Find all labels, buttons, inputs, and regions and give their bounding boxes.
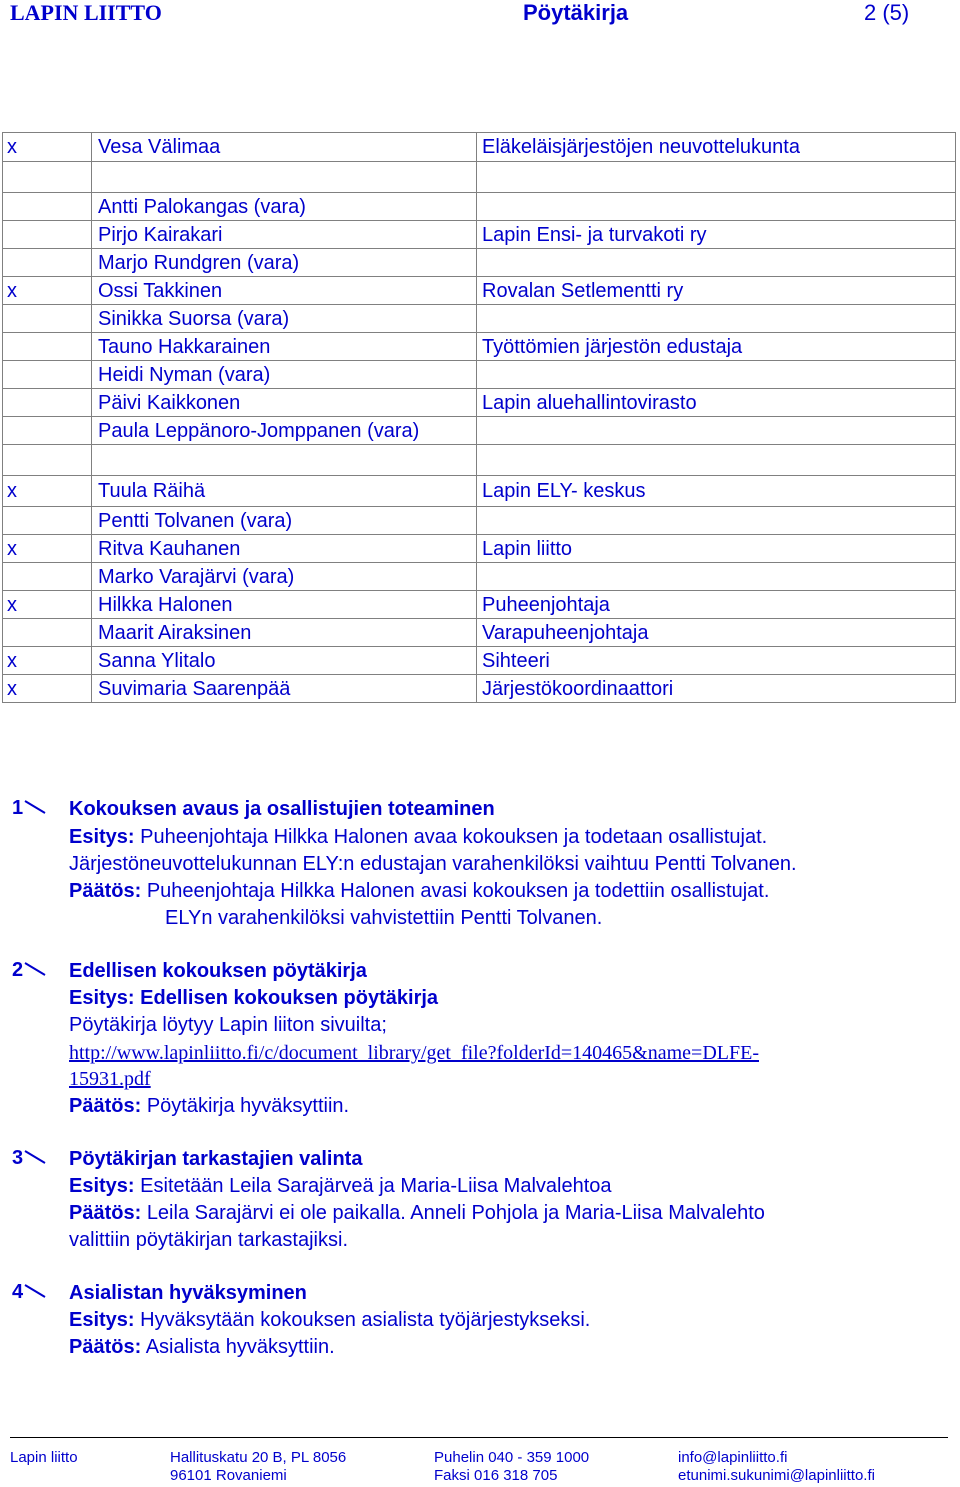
attendee-organization: Eläkeläisjärjestöjen neuvottelukunta xyxy=(477,133,956,162)
attendee-name: Sanna Ylitalo xyxy=(92,647,477,675)
attendee-present-mark xyxy=(3,221,92,249)
attendee-present-mark: x xyxy=(3,277,92,305)
attendee-row xyxy=(3,619,956,647)
attendee-organization xyxy=(477,507,956,535)
attendee-row xyxy=(3,333,956,361)
attendee-organization xyxy=(477,563,956,591)
footer-email-personal: etunimi.sukunimi@lapinliitto.fi xyxy=(678,1467,875,1484)
section-1-number: 1 xyxy=(12,797,51,820)
attendee-organization xyxy=(477,361,956,389)
attendee-organization: Rovalan Setlementti ry xyxy=(477,277,956,305)
section-marker-icon xyxy=(23,959,51,982)
section-3-paatos: Päätös: Leila Sarajärvi ei ole paikalla. Anneli Pohjola ja Maria-Liisa Malvalehto xyxy=(69,1202,765,1224)
section-marker-icon xyxy=(23,1147,51,1170)
attendee-row xyxy=(3,476,956,507)
attendee-name: Ossi Takkinen xyxy=(92,277,477,305)
header-title: Pöytäkirja xyxy=(523,0,629,25)
attendee-name: Suvimaria Saarenpää xyxy=(92,675,477,703)
footer-address-city: 96101 Rovaniemi xyxy=(170,1467,287,1484)
attendee-name: Marjo Rundgren (vara) xyxy=(92,249,477,277)
attendee-name: Heidi Nyman (vara) xyxy=(92,361,477,389)
attendee-organization xyxy=(477,445,956,476)
attendee-name: Tuula Räihä xyxy=(92,476,477,507)
attendee-present-mark: x xyxy=(3,535,92,563)
attendee-present-mark xyxy=(3,563,92,591)
attendee-present-mark xyxy=(3,417,92,445)
attendee-row xyxy=(3,417,956,445)
attendee-organization: Lapin aluehallintovirasto xyxy=(477,389,956,417)
section-3-paatos-cont: valittiin pöytäkirjan tarkastajiksi. xyxy=(69,1229,348,1251)
attendee-row xyxy=(3,162,956,193)
attendee-present-mark xyxy=(3,445,92,476)
attendee-row xyxy=(3,305,956,333)
attendee-organization: Lapin liitto xyxy=(477,535,956,563)
attendee-organization: Lapin ELY- keskus xyxy=(477,476,956,507)
section-4-title: Asialistan hyväksyminen xyxy=(69,1282,307,1304)
footer-email-info[interactable]: info@lapinliitto.fi xyxy=(678,1449,788,1466)
footer-fax: Faksi 016 318 705 xyxy=(434,1467,558,1484)
attendee-organization xyxy=(477,193,956,221)
attendee-name xyxy=(92,445,477,476)
attendee-table xyxy=(2,132,956,703)
attendee-name: Maarit Airaksinen xyxy=(92,619,477,647)
attendee-name: Tauno Hakkarainen xyxy=(92,333,477,361)
attendee-row xyxy=(3,249,956,277)
section-marker-icon xyxy=(23,797,51,820)
attendee-organization xyxy=(477,162,956,193)
attendee-row xyxy=(3,389,956,417)
section-2-number: 2 xyxy=(12,959,51,982)
section-1-paatos: Päätös: Puheenjohtaja Hilkka Halonen avasi kokouksen ja todettiin osallistujat. xyxy=(69,880,770,902)
section-4-paatos: Päätös: Asialista hyväksyttiin. xyxy=(69,1336,335,1358)
attendee-organization: Varapuheenjohtaja xyxy=(477,619,956,647)
section-2-paatos: Päätös: Pöytäkirja hyväksyttiin. xyxy=(69,1095,350,1117)
footer-divider xyxy=(10,1437,948,1438)
attendee-row xyxy=(3,193,956,221)
section-4-number: 4 xyxy=(12,1281,51,1304)
attendee-present-mark: x xyxy=(3,476,92,507)
attendee-name: Hilkka Halonen xyxy=(92,591,477,619)
section-3-number: 3 xyxy=(12,1147,51,1170)
attendee-name: Ritva Kauhanen xyxy=(92,535,477,563)
attendee-name: Sinikka Suorsa (vara) xyxy=(92,305,477,333)
attendee-organization: Sihteeri xyxy=(477,647,956,675)
attendee-row xyxy=(3,563,956,591)
section-1-title: Kokouksen avaus ja osallistujien toteaminen xyxy=(69,798,495,820)
attendee-present-mark xyxy=(3,249,92,277)
attendee-name: Vesa Välimaa xyxy=(92,133,477,162)
attendee-present-mark xyxy=(3,619,92,647)
attendee-row xyxy=(3,133,956,162)
attendee-present-mark xyxy=(3,162,92,193)
attendee-name: Pirjo Kairakari xyxy=(92,221,477,249)
attendee-name xyxy=(92,162,477,193)
attendee-row xyxy=(3,591,956,619)
attendee-organization xyxy=(477,417,956,445)
attendee-row xyxy=(3,221,956,249)
section-1-paatos-cont: ELYn varahenkilöksi vahvistettiin Pentti Tolvanen. xyxy=(165,907,603,929)
attendee-name: Marko Varajärvi (vara) xyxy=(92,563,477,591)
attendee-present-mark: x xyxy=(3,675,92,703)
attendee-row xyxy=(3,507,956,535)
attendee-organization: Työttömien järjestön edustaja xyxy=(477,333,956,361)
attendee-row xyxy=(3,535,956,563)
attendee-organization: Lapin Ensi- ja turvakoti ry xyxy=(477,221,956,249)
attendee-present-mark xyxy=(3,361,92,389)
section-4-esitys: Esitys: Hyväksytään kokouksen asialista työjärjestykseksi. xyxy=(69,1309,591,1331)
attendee-row xyxy=(3,675,956,703)
section-1-esitys-cont: Järjestöneuvottelukunnan ELY:n edustajan varahenkilöksi vaihtuu Pentti Tolvanen. xyxy=(69,853,797,875)
attendee-organization: Puheenjohtaja xyxy=(477,591,956,619)
attendee-present-mark xyxy=(3,507,92,535)
attendee-name: Päivi Kaikkonen xyxy=(92,389,477,417)
attendee-present-mark: x xyxy=(3,133,92,162)
attendee-row xyxy=(3,361,956,389)
attendee-present-mark: x xyxy=(3,591,92,619)
section-3-esitys: Esitys: Esitetään Leila Sarajärveä ja Maria-Liisa Malvalehtoa xyxy=(69,1175,612,1197)
attendee-row xyxy=(3,277,956,305)
minutes-link-cont[interactable]: 15931.pdf xyxy=(69,1068,151,1090)
header-org: LAPIN LIITTO xyxy=(10,0,162,25)
attendee-present-mark xyxy=(3,305,92,333)
attendee-organization xyxy=(477,249,956,277)
attendee-row xyxy=(3,445,956,476)
section-marker-icon xyxy=(23,1281,51,1304)
footer-address-street: Hallituskatu 20 B, PL 8056 xyxy=(170,1449,347,1466)
attendee-name: Paula Leppänoro-Jomppanen (vara) xyxy=(92,417,477,445)
attendee-present-mark: x xyxy=(3,647,92,675)
footer-org: Lapin liitto xyxy=(10,1449,78,1466)
section-3-title: Pöytäkirjan tarkastajien valinta xyxy=(69,1148,363,1170)
footer-phone: Puhelin 040 - 359 1000 xyxy=(434,1449,590,1466)
section-2-title: Edellisen kokouksen pöytäkirja xyxy=(69,960,367,982)
attendee-present-mark xyxy=(3,389,92,417)
attendee-row xyxy=(3,647,956,675)
section-2-esitys: Esitys: Edellisen kokouksen pöytäkirja xyxy=(69,987,439,1009)
attendee-name: Pentti Tolvanen (vara) xyxy=(92,507,477,535)
header-page-number: 2 (5) xyxy=(864,0,910,25)
page-header xyxy=(0,0,960,26)
attendee-name: Antti Palokangas (vara) xyxy=(92,193,477,221)
section-2-text: Pöytäkirja löytyy Lapin liiton sivuilta; xyxy=(69,1014,387,1036)
attendee-organization: Järjestökoordinaattori xyxy=(477,675,956,703)
attendee-organization xyxy=(477,305,956,333)
attendee-present-mark xyxy=(3,193,92,221)
minutes-link[interactable]: http://www.lapinliitto.fi/c/document_library/get_file?folderId=140465&name=DLFE- xyxy=(69,1042,759,1064)
attendee-present-mark xyxy=(3,333,92,361)
section-1-esitys: Esitys: Puheenjohtaja Hilkka Halonen avaa kokouksen ja todetaan osallistujat. xyxy=(69,826,768,848)
